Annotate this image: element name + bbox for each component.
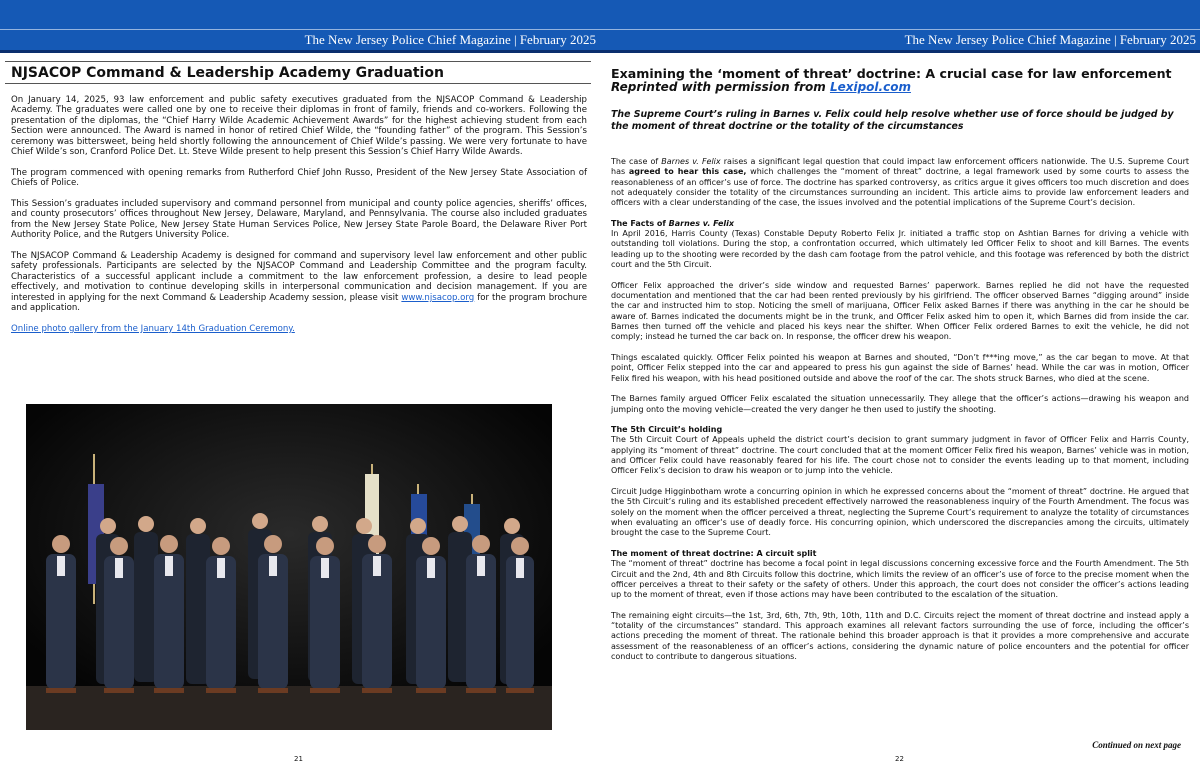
left-paragraph-1: On January 14, 2025, 93 law enforcement and public safety executives graduated from the NJSACOP Command & Leadership Academy. The graduates were called one by one to receive their diplomas in front of family, friends and co-workers. Following the presentation of the diplomas, the “Chief Harry Wilde Academic Achievement Awards” for the highest achieving student from each Section were announced. The Award is named in honor of retired Chief Wilde, the “founding father” of the program. This Session’s ceremony was bittersweet, being held shortly following the announcement of Chief Wilde’s passing. We were very fortunate to have Chief Wilde’s son, Cranford Police Det. Lt. Steve Wilde present to help present this Session’s Chief Harry Wilde Awards. bbox=[11, 95, 587, 158]
right-page bbox=[600, 0, 1200, 776]
split-paragraph-2: The remaining eight circuits—the 1st, 3rd, 6th, 7th, 9th, 10th, 11th and D.C. Circuits reject the moment of threat doctrine and instead apply a “totality of the circumstances” standard. This approach examines all relevant factors surrounding the use of force, including the officer’s actions preceding the moment of threat. The rationale behind this broader approach is that it provides a more comprehensive and accurate assessment of the reasonableness of an officer’s actions, considering the dynamic nature of police encounters and the potential for officer conduct to contribute to dangerous situations. bbox=[611, 610, 1189, 661]
left-paragraph-2: The program commenced with opening remarks from Rutherford Chief John Russo, President of the New Jersey State Association of Chiefs of Police. bbox=[11, 167, 587, 189]
reprint-credit: Reprinted with permission from Lexipol.com bbox=[611, 80, 911, 94]
magazine-header-right: The New Jersey Police Chief Magazine | February 2025 bbox=[904, 32, 1196, 47]
header-band-left bbox=[0, 0, 600, 53]
graduation-group-photo bbox=[26, 404, 552, 730]
article-title-left: NJSACOP Command & Leadership Academy Graduation bbox=[11, 65, 444, 81]
left-article-body bbox=[11, 95, 587, 334]
page-number-right: 22 bbox=[895, 755, 904, 763]
holding-paragraph-2: Circuit Judge Higginbotham wrote a concurring opinion in which he expressed concerns about the “moment of threat” doctrine. He argued that the 5th Circuit’s ruling and its established precedent effectively narrowed the reasonableness inquiry of the Fourth Amendment. The focus was solely on the moment when the officer perceived a threat, neglecting the Supreme Court’s requirement to analyze the totality of circumstances when evaluating an officer’s use of deadly force. His concurring opinion, which underscored the discrepancies among the circuits, ultimately brought the case to the Supreme Court. bbox=[611, 487, 1189, 538]
split-heading: The moment of threat doctrine: A circuit split bbox=[611, 548, 817, 558]
lexipol-link[interactable]: Lexipol.com bbox=[829, 80, 911, 94]
page-number-left: 21 bbox=[294, 755, 303, 763]
intro-paragraph: The case of Barnes v. Felix raises a significant legal question that could impact law enforcement officers nationwide. The U.S. Supreme Court has agreed to hear this case, which challenges the “moment of threat” doctrine, a legal framework used by some courts to assess the reasonableness of an officer’s use of force. The doctrine has sparked controversy, as critics argue it gives officers too much discretion and does not adequately consider the totality of the circumstances surrounding an incident. This article aims to provide law enforcement leaders and officers with a clear understanding of the case, the issues involved and the potential implications of the Supreme Court’s decision. bbox=[611, 157, 1190, 208]
graduation-photo-graphic bbox=[26, 404, 552, 730]
facts-heading: The Facts of Barnes v. Felix bbox=[611, 218, 735, 228]
continued-note: Continued on next page bbox=[1092, 740, 1181, 750]
holding-heading: The 5th Circuit’s holding bbox=[611, 425, 723, 435]
left-paragraph-4: The NJSACOP Command & Leadership Academy is designed for command and supervisory level law enforcement and other public safety professionals. Participants are selected by the NJSACOP Command and Leadership Committee and the program faculty. Characteristics of a successful applicant include a commitment to the law enforcement profession, a desire to lead people effectively, and motivation to continue developing skills in interpersonal communication and decision management. If you are interested in applying for the next Command & Leadership Academy session, please visit www.njsacop.org for the program brochure and application. bbox=[11, 251, 588, 314]
right-article-body bbox=[611, 157, 1189, 673]
facts-paragraph-3: Things escalated quickly. Officer Felix pointed his weapon at Barnes and shouted, “Don’t f***ing move,” as the car began to move. At that point, Officer Felix stepped into the car and appeared to press his gun against the side of Barnes’ head. While the car was in motion, Officer Felix fired his weapon, with his head positioned outside and above the roof of the car. The shots struck Barnes, who died at the scene. bbox=[611, 352, 1189, 383]
holding-paragraph-1: The 5th Circuit Court of Appeals upheld the district court’s decision to grant summary judgment in favor of Officer Felix and Harris County, applying its “moment of threat” doctrine. The court concluded that at the moment Officer Felix fired his weapon, Barnes’ vehicle was in motion, and Officer Felix could have reasonably feared for his life. The court chose not to consider the events leading up to that moment, including Officer Felix’s decision to draw his weapon or to jump into the vehicle. bbox=[611, 435, 1189, 476]
article-lead: The Supreme Court’s ruling in Barnes v. Felix could help resolve whether use of force should be judged by the moment of threat doctrine or the totality of the circumstances bbox=[611, 109, 1174, 132]
article-title-right: Examining the ‘moment of threat’ doctrine: A crucial case for law enforcement bbox=[611, 66, 1172, 81]
header-band-right bbox=[600, 0, 1200, 53]
facts-paragraph-1: In April 2016, Harris County (Texas) Constable Deputy Roberto Felix Jr. initiated a traffic stop on Ashtian Barnes for driving a vehicle with outstanding toll violations. During the stop, a confrontation occurred, which ultimately led Officer Felix to shoot and kill Barnes. The events leading up to the shooting were recorded by the dash cam footage from the patrol vehicle, and this footage was referenced by both the district court and the 5th Circuit. bbox=[611, 229, 1189, 270]
article-title-box-left bbox=[5, 61, 591, 84]
facts-paragraph-2: Officer Felix approached the driver’s side window and requested Barnes’ paperwork. Barnes replied he did not have the requested documentation and mentioned that the car had been rented previously by his girlfriend. The officer observed Barnes “digging around” inside the car and instructed him to stop. Noticing the smell of marijuana, Officer Felix asked Barnes if there was anything in the car he should be aware of. Barnes indicated the documents might be in the trunk, and Officer Felix asked him to open it, which Barnes did from inside the car. Barnes then turned off the vehicle and placed his keys near the shifter. When Officer Felix ordered Barnes to exit the vehicle, he did not comply; instead he turned the car back on. In response, the officer drew his weapon. bbox=[611, 280, 1189, 342]
left-paragraph-3: This Session’s graduates included supervisory and command personnel from municipal and county police agencies, sheriffs’ offices, and county prosecutors’ offices throughout New Jersey, Delaware, Maryland, and Pennsylvania. The course also included graduates from the New Jersey State Police, New Jersey State Human Services Police, New Jersey State Parole Board, the Delaware River Port Authority Police, and the Rutgers University Police. bbox=[11, 199, 587, 241]
magazine-header-left: The New Jersey Police Chief Magazine | February 2025 bbox=[304, 32, 596, 47]
split-paragraph-1: The “moment of threat” doctrine has become a focal point in legal discussions concerning excessive force and the Fourth Amendment. The 5th Circuit and the 2nd, 4th and 8th Circuits follow this doctrine, which limits the review of an officer’s use of force to the precise moment when the officer perceives a threat to their safety or the safety of others. Under this approach, the court does not consider the officer’s actions leading up to the moment of threat, even if those actions may have been contributed to the escalation of the situation. bbox=[611, 559, 1189, 600]
njsacop-link[interactable]: www.njsacop.org bbox=[401, 292, 475, 303]
facts-paragraph-4: The Barnes family argued Officer Felix escalated the situation unnecessarily. They allege that the officer’s actions—drawing his weapon and jumping onto the moving vehicle—created the very danger he then used to justify the shooting. bbox=[611, 394, 1189, 414]
photo-gallery-link[interactable]: Online photo gallery from the January 14th Graduation Ceremony. bbox=[11, 323, 295, 334]
